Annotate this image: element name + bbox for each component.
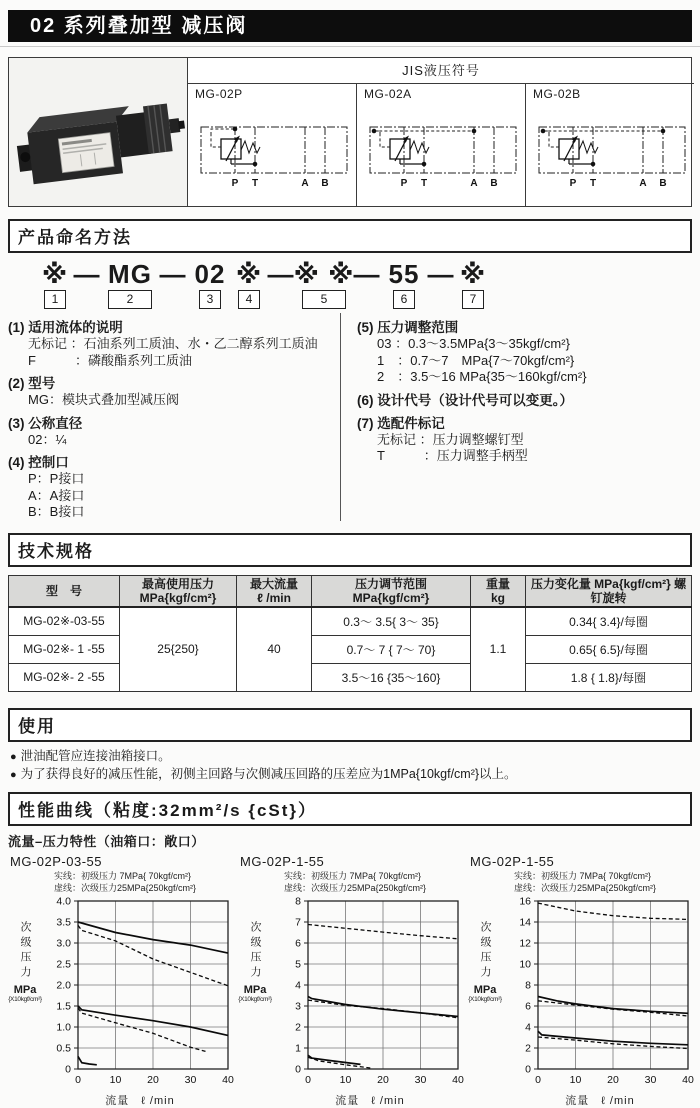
svg-text:3.5: 3.5 xyxy=(56,916,71,929)
svg-text:20: 20 xyxy=(377,1073,389,1086)
svg-text:4.0: 4.0 xyxy=(56,895,71,908)
code-box-6: 6 xyxy=(393,290,415,309)
svg-text:16: 16 xyxy=(519,895,531,908)
item-title: (5) 压力调整范围 xyxy=(357,320,459,335)
bullet-icon: ● xyxy=(10,750,17,763)
svg-text:40: 40 xyxy=(222,1073,234,1086)
svg-text:10: 10 xyxy=(519,958,531,971)
code-box-5: 5 xyxy=(302,290,346,309)
item-title: (6) 设计代号（设计代号可以变更。） xyxy=(357,392,573,408)
item-line: F ：磷酸酯系列工质油 xyxy=(28,352,192,368)
table-row xyxy=(9,635,692,663)
col-header-change: 压力变化量 MPa{kgf/cm²} 螺钉旋转 xyxy=(526,575,692,607)
svg-text:0: 0 xyxy=(535,1073,541,1086)
hydraulic-symbol-p xyxy=(195,103,351,198)
item-line: B：B接口 xyxy=(28,504,85,519)
svg-text:6: 6 xyxy=(295,937,301,950)
chart-mg02p-03-55 xyxy=(8,852,238,1108)
page-title: 02 系列叠加型 减压阀 xyxy=(8,10,692,42)
svg-text:3.0: 3.0 xyxy=(56,937,71,950)
x-axis-label: 流量 ℓ /min xyxy=(565,1094,635,1107)
item-title: (7) 选配件标记 xyxy=(357,415,445,431)
svg-text:0: 0 xyxy=(305,1073,311,1086)
svg-text:4: 4 xyxy=(525,1021,531,1034)
usage-note: ● 为了获得良好的减压性能，初侧主回路与次侧减压回路的压差应为1MPa{10kgf/cm²}以上。 xyxy=(10,766,517,781)
item-line: 2 ：3.5～16 MPa{35～160kgf/cm²} xyxy=(377,369,587,384)
model-cell: MG-02※- 1 -55 xyxy=(9,635,120,663)
svg-text:P: P xyxy=(231,178,239,189)
y-axis-label: 次级压力 MPa {X10kgf/cm²} xyxy=(8,920,42,1003)
svg-text:7: 7 xyxy=(295,916,301,929)
code-box-3: 3 xyxy=(199,290,221,309)
jis-symbol-table xyxy=(188,58,694,206)
section-header-usage: 使用 xyxy=(8,708,692,742)
svg-text:A: A xyxy=(470,178,478,189)
svg-text:P: P xyxy=(400,178,408,189)
svg-text:2: 2 xyxy=(295,1021,301,1034)
svg-text:B: B xyxy=(659,178,667,189)
line-plot xyxy=(272,895,468,1094)
svg-text:20: 20 xyxy=(607,1073,619,1086)
spec-table xyxy=(8,575,692,692)
svg-text:5: 5 xyxy=(295,958,301,971)
max-flow-cell: 40 xyxy=(237,607,312,692)
model-cell: MG-02※- 2 -55 xyxy=(9,663,120,691)
chart-title: MG-02P-1-55 xyxy=(470,853,555,869)
bullet-icon: ● xyxy=(10,768,17,781)
svg-text:0: 0 xyxy=(295,1063,301,1076)
chart-mg02p-2-55 xyxy=(468,852,698,1108)
section-header-curves: 性能曲线（粘度:32mm²/s {cSt}） xyxy=(8,792,692,826)
item-line: 03 ：0.3～3.5MPa{3～35kgf/cm²} xyxy=(377,336,570,351)
col-header-weight: 重量 kg xyxy=(471,575,526,607)
code-box-4: 4 xyxy=(238,290,260,309)
line-plot xyxy=(502,895,698,1094)
jis-header: JIS液压符号 xyxy=(188,58,694,84)
item-line: 02：¼ xyxy=(28,431,67,447)
jis-cell-mg02a xyxy=(357,84,526,206)
code-box-2: 2 xyxy=(108,290,152,309)
naming-item-1 xyxy=(8,319,340,369)
code-box-7: 7 xyxy=(462,290,484,309)
svg-text:6: 6 xyxy=(525,1000,531,1013)
svg-text:30: 30 xyxy=(644,1073,657,1086)
svg-text:10: 10 xyxy=(569,1073,582,1086)
svg-text:2.0: 2.0 xyxy=(56,979,71,992)
table-row xyxy=(9,607,692,636)
col-header-model: 型 号 xyxy=(9,575,120,607)
y-axis-label: 次级压力 MPa {X10kgf/cm²} xyxy=(468,920,502,1003)
col-header-pressure: 最高使用压力 MPa{kgf/cm²} xyxy=(120,575,237,607)
weight-cell: 1.1 xyxy=(471,607,526,692)
jis-symbol-label: MG-02B xyxy=(533,87,581,101)
svg-text:30: 30 xyxy=(184,1073,197,1086)
legend-solid: 实线：初级压力 7MPa{ 70kgf/cm²} xyxy=(284,870,422,881)
usage-note: ● 泄油配管应连接油箱接口。 xyxy=(10,748,171,763)
svg-text:A: A xyxy=(301,178,309,189)
jis-symbol-label: MG-02A xyxy=(364,87,412,101)
svg-text:14: 14 xyxy=(519,916,531,929)
hydraulic-symbol-a xyxy=(364,103,520,198)
code-dash: — xyxy=(73,259,101,289)
svg-text:4: 4 xyxy=(295,979,301,992)
code-dash: — xyxy=(427,259,455,289)
range-cell: 0.3～ 3.5{ 3～ 35} xyxy=(312,607,471,636)
svg-text:0: 0 xyxy=(525,1063,531,1076)
code-part: 02 xyxy=(194,259,226,289)
change-cell: 0.34{ 3.4}/每圈 xyxy=(526,607,692,636)
item-line: P：P接口 xyxy=(28,471,85,486)
svg-text:30: 30 xyxy=(414,1073,427,1086)
item-line: MG：模块式叠加型减压阀 xyxy=(28,392,179,407)
svg-text:10: 10 xyxy=(339,1073,352,1086)
model-code xyxy=(38,260,700,309)
jis-cell-mg02p xyxy=(188,84,357,206)
naming-item-5 xyxy=(357,319,692,386)
item-title: (1) 适用流体的说明 xyxy=(8,320,123,335)
hydraulic-symbol-b xyxy=(533,103,689,198)
code-part: 55 xyxy=(388,259,420,289)
svg-text:40: 40 xyxy=(452,1073,464,1086)
svg-text:A: A xyxy=(639,178,647,189)
divider xyxy=(0,46,700,47)
line-plot xyxy=(42,895,238,1094)
svg-text:T: T xyxy=(589,178,597,189)
chart-title: MG-02P-03-55 xyxy=(10,853,102,869)
svg-text:0.5: 0.5 xyxy=(56,1042,71,1055)
svg-text:0: 0 xyxy=(75,1073,81,1086)
svg-text:3: 3 xyxy=(295,1000,301,1013)
code-part: ※ xyxy=(459,259,487,289)
chart-legend xyxy=(54,870,238,894)
svg-text:2: 2 xyxy=(525,1042,531,1055)
photo-symbol-panel xyxy=(8,57,692,207)
svg-text:12: 12 xyxy=(519,937,531,950)
svg-text:1.0: 1.0 xyxy=(56,1021,71,1034)
section-header-specs: 技术规格 xyxy=(8,533,692,567)
svg-text:0: 0 xyxy=(65,1063,71,1076)
item-line: 无标记 ：石油系列工质油、水・乙二醇系列工质油 xyxy=(28,336,318,351)
performance-charts xyxy=(8,852,700,1108)
range-cell: 3.5～16 {35～160} xyxy=(312,663,471,691)
range-cell: 0.7～ 7 { 7～ 70} xyxy=(312,635,471,663)
svg-text:10: 10 xyxy=(109,1073,122,1086)
usage-notes xyxy=(10,748,690,784)
chart-mg02p-1-55 xyxy=(238,852,468,1108)
item-title: (2) 型号 xyxy=(8,376,56,391)
x-axis-label: 流量 ℓ /min xyxy=(335,1094,405,1107)
item-line: T ：压力调整手柄型 xyxy=(377,448,528,463)
naming-item-3 xyxy=(8,415,340,449)
code-part: ※ xyxy=(235,259,263,289)
naming-explanations xyxy=(8,313,692,521)
product-photo xyxy=(9,58,188,206)
svg-text:B: B xyxy=(321,178,329,189)
naming-item-6 xyxy=(357,392,692,409)
y-axis-label: 次级压力 MPa {X10kgf/cm²} xyxy=(238,920,272,1003)
jis-cell-mg02b xyxy=(526,84,694,206)
col-header-range: 压力调节范围 MPa{kgf/cm²} xyxy=(312,575,471,607)
curves-subtitle: 流量–压力特性（油箱口：敞口） xyxy=(8,833,205,849)
legend-dashed: 虚线：次级压力25MPa{250kgf/cm²} xyxy=(54,882,197,893)
naming-item-2 xyxy=(8,375,340,409)
svg-text:B: B xyxy=(490,178,498,189)
section-header-naming: 产品命名方法 xyxy=(8,219,692,253)
item-title: (3) 公称直径 xyxy=(8,415,83,431)
legend-solid: 实线：初级压力 7MPa{ 70kgf/cm²} xyxy=(54,870,192,881)
naming-right-column xyxy=(340,313,692,521)
col-header-flow: 最大流量 ℓ /min xyxy=(237,575,312,607)
code-part: ※ xyxy=(41,259,69,289)
svg-text:8: 8 xyxy=(295,895,301,908)
naming-item-4 xyxy=(8,454,340,521)
svg-text:P: P xyxy=(569,178,577,189)
code-dash: — xyxy=(353,259,381,289)
x-axis-label: 流量 ℓ /min xyxy=(105,1094,175,1107)
legend-dashed: 虚线：次级压力25MPa{250kgf/cm²} xyxy=(514,882,657,893)
legend-solid: 实线：初级压力 7MPa{ 70kgf/cm²} xyxy=(514,870,652,881)
svg-text:1.5: 1.5 xyxy=(56,1000,71,1013)
code-box-1: 1 xyxy=(44,290,66,309)
code-part: MG xyxy=(108,259,152,289)
code-part: ※ ※ xyxy=(293,259,355,289)
svg-text:20: 20 xyxy=(147,1073,159,1086)
svg-text:40: 40 xyxy=(682,1073,694,1086)
item-line: 1 ：0.7～7 MPa{7～70kgf/cm²} xyxy=(377,352,575,368)
change-cell: 0.65{ 6.5}/每圈 xyxy=(526,635,692,663)
svg-text:1: 1 xyxy=(295,1042,301,1055)
item-title: (4) 控制口 xyxy=(8,455,69,470)
svg-text:8: 8 xyxy=(525,979,531,992)
change-cell: 1.8 { 1.8}/每圈 xyxy=(526,663,692,691)
valve-photo-illustration xyxy=(9,60,187,204)
jis-symbol-label: MG-02P xyxy=(195,87,243,101)
model-cell: MG-02※-03-55 xyxy=(9,607,120,636)
naming-item-7 xyxy=(357,415,692,465)
naming-left-column xyxy=(8,313,340,521)
table-row xyxy=(9,663,692,691)
svg-text:2.5: 2.5 xyxy=(56,958,71,971)
chart-legend xyxy=(284,870,468,894)
chart-title: MG-02P-1-55 xyxy=(240,853,325,869)
code-dash: — xyxy=(267,259,295,289)
legend-dashed: 虚线：次级压力25MPa{250kgf/cm²} xyxy=(284,882,427,893)
code-dash: — xyxy=(159,259,187,289)
max-pressure-cell: 25{250} xyxy=(120,607,237,692)
chart-legend xyxy=(514,870,698,894)
item-line: 无标记 ：压力调整螺钉型 xyxy=(377,431,524,447)
item-line: A：A接口 xyxy=(28,487,85,503)
svg-text:T: T xyxy=(420,178,428,189)
svg-text:T: T xyxy=(251,178,259,189)
